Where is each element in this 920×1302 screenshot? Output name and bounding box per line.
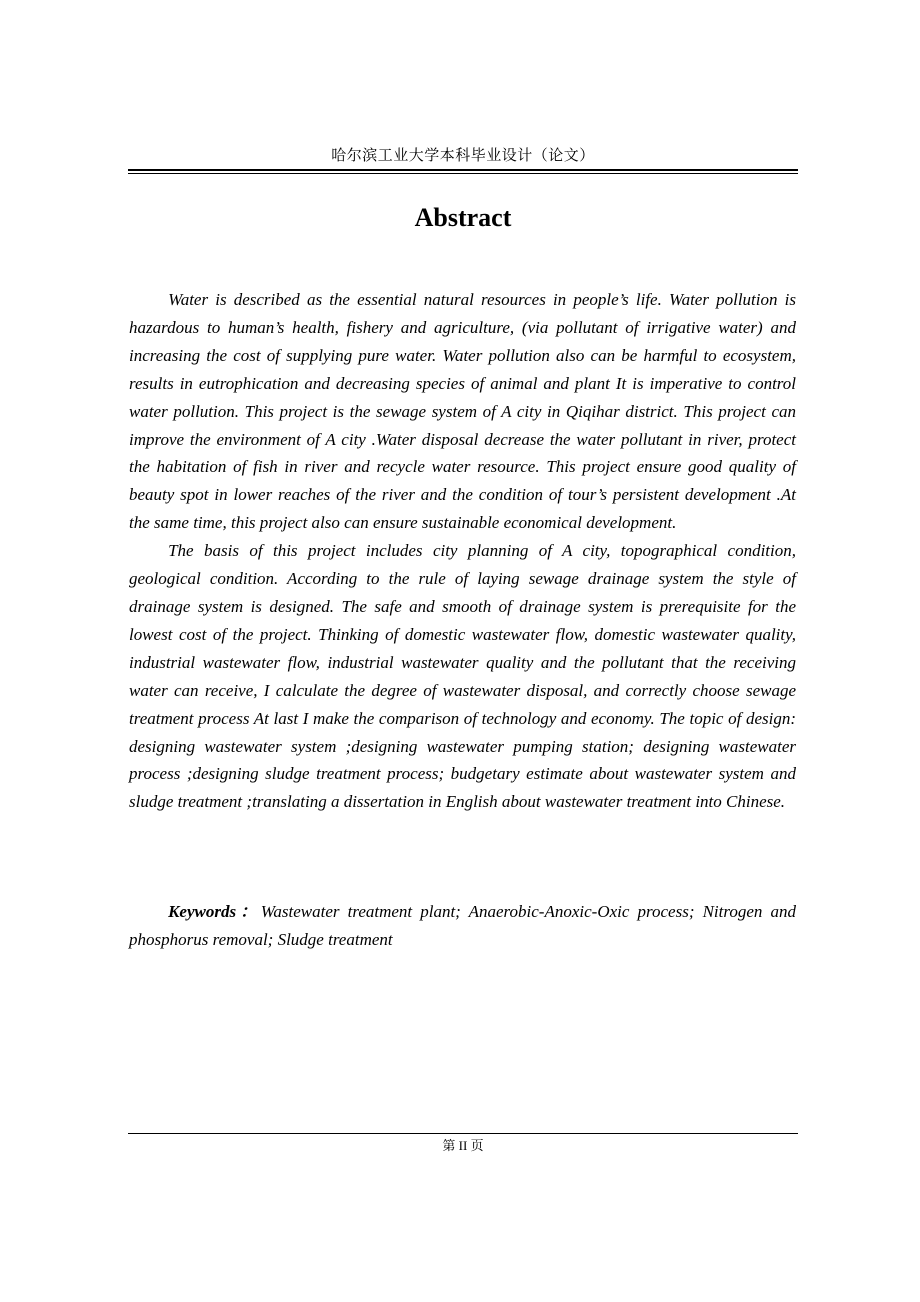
abstract-paragraph-2: The basis of this project includes city planning of A city, topographical condition, geological condition. According to the rule of laying sewage drainage system the style of drainage system is designed. The safe and smooth of drainage system is prerequisite for the lowest cost of the project. Thinking of domestic wastewater flow, domestic wastewater quality, industrial wastewater flow, industrial wastewater quality and the pollutant that the receiving water can receive, I calculate the degree of wastewater disposal, and correctly choose sewage treatment process At last I make the comparison of technology and economy. The topic of design: designing wastewater system ;designing wastewater pumping station; designing wastewater process ;designing sludge treatment process; budgetary estimate about wastewater system and sludge treatment ;translating a dissertation in English about wastewater treatment into Chinese. bbox=[129, 541, 796, 812]
abstract-body bbox=[129, 286, 796, 816]
header-rule-thin bbox=[128, 173, 798, 174]
header-rule-thick bbox=[128, 169, 798, 171]
keywords-text: Wastewater treatment plant; Anaerobic-Anoxic-Oxic process; Nitrogen and phosphorus removal; Sludge treatment bbox=[129, 902, 797, 949]
footer-rule bbox=[128, 1133, 798, 1134]
keywords-paragraph bbox=[129, 898, 796, 954]
running-header-title: 哈尔滨工业大学本科毕业设计（论文） bbox=[331, 148, 595, 164]
page-number: 第 II 页 bbox=[442, 1138, 484, 1153]
abstract-paragraph-1: Water is described as the essential natural resources in people’s life. Water pollution is hazardous to human’s health, fishery and agriculture, (via pollutant of irrigative water) and increasing the cost of supplying pure water. Water pollution also can be harmful to ecosystem, results in eutrophication and decreasing species of animal and plant It is imperative to control water pollution. This project is the sewage system of A city in Qiqihar district. This project can improve the environment of A city .Water disposal decrease the water pollutant in river, protect the habitation of fish in river and recycle water resource. This project ensure good quality of beauty spot in lower reaches of the river and the condition of tour’s persistent development .At the same time, this project also can ensure sustainable economical development. bbox=[129, 290, 796, 533]
keywords-label: Keywords： bbox=[168, 902, 261, 921]
abstract-heading: Abstract bbox=[414, 203, 512, 232]
keywords-block bbox=[129, 898, 796, 954]
